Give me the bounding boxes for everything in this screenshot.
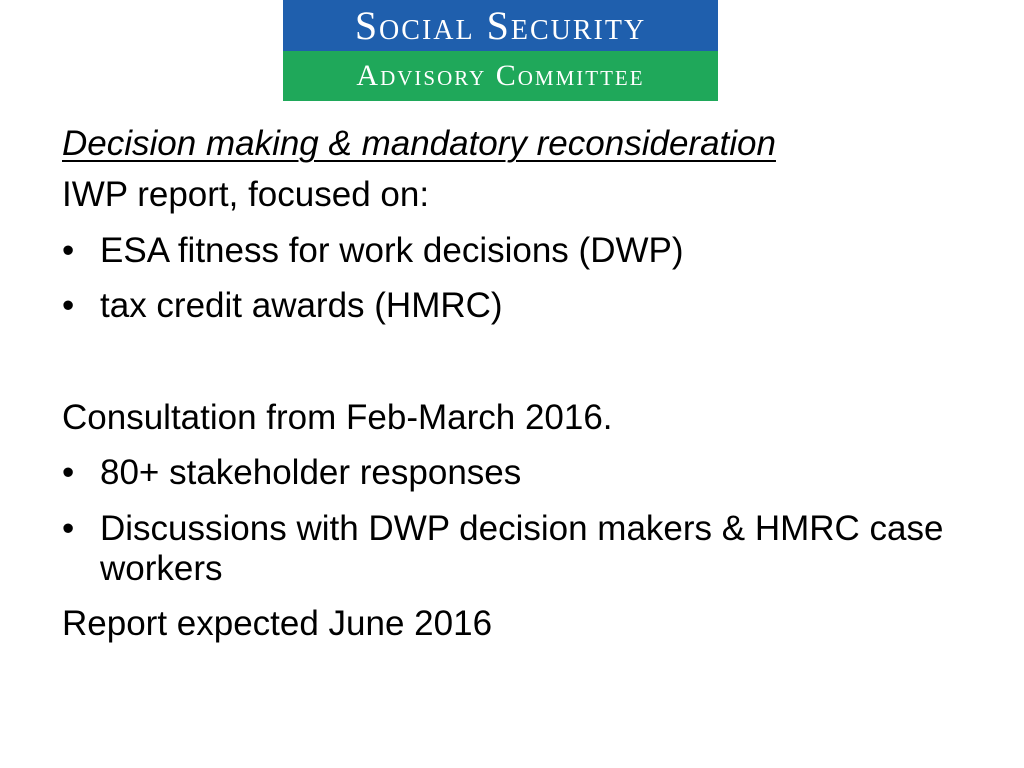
logo-line-1: Social Security (354, 3, 647, 48)
bullet-item (62, 453, 982, 493)
bullet-text: ESA fitness for work decisions (DWP) (100, 230, 684, 270)
intro-text: IWP report, focused on: (62, 175, 430, 215)
bullet-text: 80+ stakeholder responses (100, 453, 522, 493)
bullet-icon: • (62, 508, 75, 548)
spacer (62, 341, 982, 398)
slide-body (62, 124, 982, 659)
bullet-icon: • (62, 230, 75, 270)
bullet-icon: • (62, 285, 75, 325)
bullet-item (62, 286, 982, 326)
bullet-item (62, 509, 960, 590)
bullet-text: tax credit awards (HMRC) (100, 285, 503, 325)
organization-logo (283, 0, 718, 101)
logo-line-2: Advisory Committee (356, 59, 645, 92)
logo-bottom-band (283, 51, 718, 101)
closing-text: Report expected June 2016 (62, 604, 493, 643)
logo-top-band (283, 0, 718, 51)
bullet-icon: • (62, 453, 75, 493)
slide-title: Decision making & mandatory reconsideration (62, 124, 776, 163)
bullet-item (62, 231, 982, 271)
bullet-text: Discussions with DWP decision makers & HMRC case workers (100, 508, 944, 588)
consultation-text: Consultation from Feb-March 2016. (62, 398, 613, 437)
